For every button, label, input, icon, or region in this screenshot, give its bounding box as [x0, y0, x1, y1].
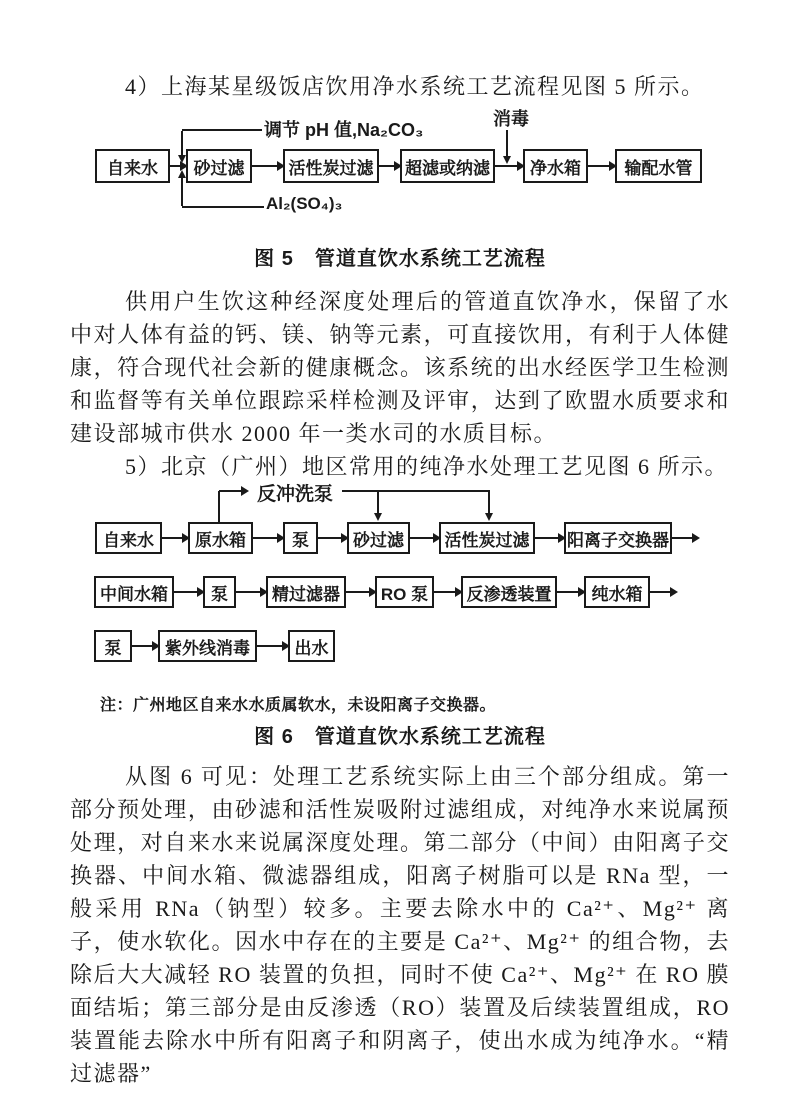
fig5-flow-arrow [495, 165, 523, 167]
fig6-backwash-riser-line [218, 491, 220, 522]
fig6-box-tap-water: 自来水 [95, 522, 162, 554]
item-4-heading: 4）上海某星级饭店饮用净水系统工艺流程见图 5 所示。 [125, 74, 705, 99]
fig5-box-clean-water-tank: 净水箱 [523, 149, 588, 183]
fig5-ph-adjust-label: 调节 pH 值,Na₂CO₃ [264, 120, 424, 140]
fig6-box-pump-1: 泵 [283, 522, 318, 554]
figure5-caption: 图 5 管道直饮水系统工艺流程 [254, 248, 546, 270]
fig5-disinfect-label: 消毒 [493, 109, 529, 129]
fig6-backwash-down-arrow [488, 492, 490, 513]
fig6-flow-arrow [535, 537, 564, 539]
fig6-row2-continuation-arrow [650, 591, 676, 593]
fig5-ph-adjust-down-arrow [181, 131, 183, 155]
fig6-box-uv-disinfection: 紫外线消毒 [158, 630, 257, 662]
figure6-note: 注：广州地区自来水水质属软水，未设阳离子交换器。 [100, 697, 497, 714]
fig6-box-pump-3: 泵 [94, 630, 132, 662]
fig6-flow-arrow [132, 645, 158, 647]
fig6-box-sand-filter: 砂过滤 [347, 522, 410, 554]
item-5-heading: 5）北京（广州）地区常用的纯净水处理工艺见图 6 所示。 [125, 454, 729, 479]
fig6-flow-arrow [434, 591, 461, 593]
fig6-flow-arrow [346, 591, 375, 593]
fig6-flow-arrow [236, 591, 266, 593]
paragraph-1: 供用户生饮这种经深度处理后的管道直饮净水，保留了水中对人体有益的钙、镁、钠等元素，可直接饮用，有利于人体健康，符合现代社会新的健康概念。该系统的出水经医学卫生检测和监督等有关单位跟踪采样检测及评审，达到了欧盟水质要求和建设部城市供水 2000 年一类水司的水质目标。 [70, 289, 730, 446]
fig5-flow-arrow [170, 165, 186, 167]
fig6-backwash-line [342, 490, 490, 492]
fig5-flow-arrow [588, 165, 615, 167]
fig6-flow-arrow [162, 537, 188, 539]
fig6-backwash-label: 反冲洗泵 [257, 484, 334, 505]
fig5-flow-arrow [379, 165, 400, 167]
fig6-box-outlet-water: 出水 [288, 630, 335, 662]
fig6-flow-arrow [257, 645, 288, 647]
fig5-coagulant-label: Al₂(SO₄)₃ [266, 194, 343, 213]
fig6-box-pump-2: 泵 [203, 576, 236, 608]
fig6-backwash-right-arrow [219, 490, 247, 492]
fig6-box-intermediate-tank: 中间水箱 [94, 576, 174, 608]
fig6-box-carbon-filter: 活性炭过滤 [439, 522, 535, 554]
fig6-flow-arrow [410, 537, 439, 539]
fig5-coagulant-line [182, 206, 264, 208]
fig6-row1-continuation-arrow [672, 537, 698, 539]
fig6-flow-arrow [318, 537, 347, 539]
fig6-box-raw-water-tank: 原水箱 [188, 522, 253, 554]
figure6-caption: 图 6 管道直饮水系统工艺流程 [254, 726, 546, 748]
fig5-box-distribution-pipe: 输配水管 [615, 149, 702, 183]
fig6-box-reverse-osmosis: 反渗透装置 [461, 576, 557, 608]
fig5-disinfect-down-arrow [506, 130, 508, 156]
fig5-box-tap-water: 自来水 [95, 149, 170, 183]
fig5-flow-arrow [252, 165, 283, 167]
paragraph-2: 从图 6 可见：处理工艺系统实际上由三个部分组成。第一部分预处理，由砂滤和活性炭吸附过滤组成，对纯净水来说属预处理，对自来水来说属深度处理。第二部分（中间）由阳离子交换器、中间水箱、微滤器组成，阳离子树脂可以是 RNa 型，一般采用 RNa（钠型）较多。主要去除水中的 Ca²⁺、Mg²⁺ 离子，使水软化。因水中存在的主要是 Ca²⁺、Mg²⁺ 的组合物，去除后大大减轻 RO 装置的负担，同时不使 Ca²⁺、Mg²⁺ 在 RO 膜面结垢；第三部分是由反渗透（RO）装置及后续装置组成，RO 装置能去除水中所有阳离子和阴离子，使出水成为纯净水。“精过滤器” [70, 764, 730, 1086]
fig6-backwash-down-arrow [377, 492, 379, 513]
fig6-box-ro-pump: RO 泵 [375, 576, 434, 608]
fig5-box-sand-filter: 砂过滤 [186, 149, 252, 183]
fig6-flow-arrow [253, 537, 283, 539]
fig5-ph-adjust-line [182, 129, 262, 131]
fig6-box-cation-exchanger: 阳离子交换器 [564, 522, 672, 554]
fig6-box-pure-water-tank: 纯水箱 [584, 576, 650, 608]
fig6-flow-arrow [174, 591, 203, 593]
fig5-coagulant-up-arrow [181, 178, 183, 206]
fig6-flow-arrow [557, 591, 584, 593]
fig6-box-fine-filter: 精过滤器 [266, 576, 346, 608]
fig5-box-ultrafiltration: 超滤或纳滤 [400, 149, 495, 183]
fig5-box-carbon-filter: 活性炭过滤 [283, 149, 379, 183]
